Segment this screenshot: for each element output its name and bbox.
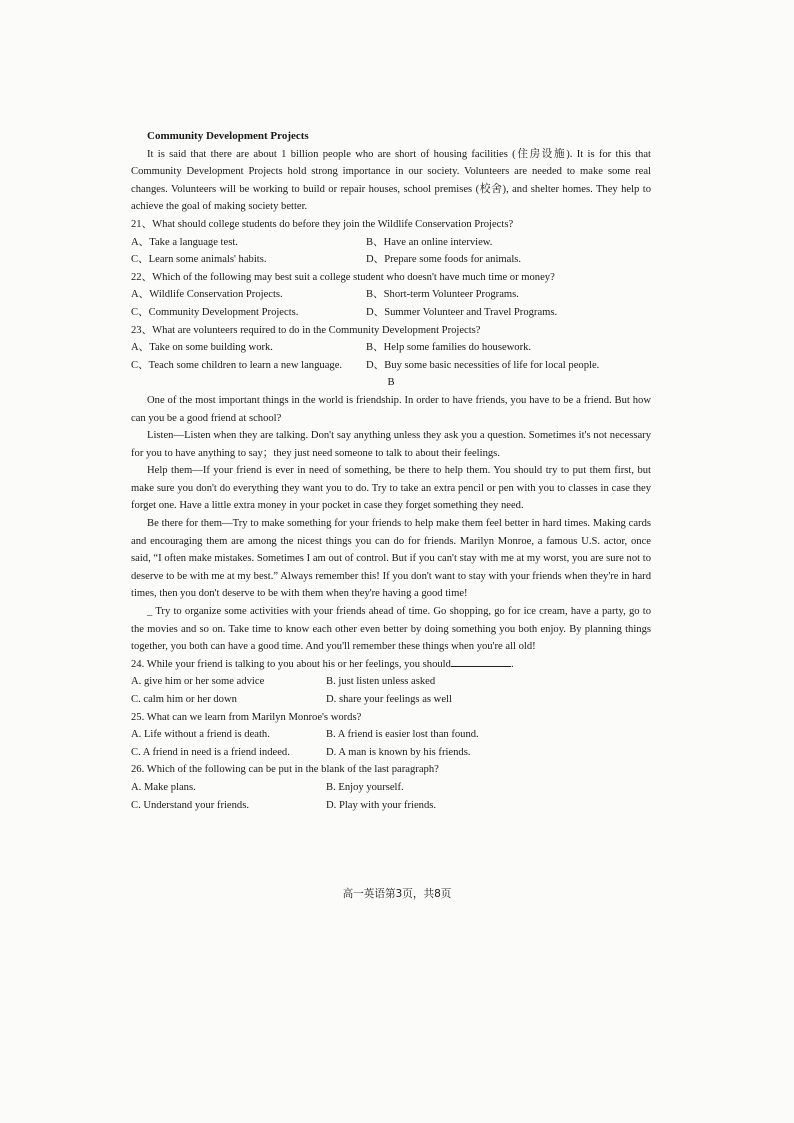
question-25-option-c: C. A friend in need is a friend indeed. (131, 746, 290, 758)
question-23-stem: 23、What are volunteers required to do in the Community Development Projects? (131, 324, 481, 336)
question-26-options-row2 (131, 797, 651, 815)
section-a-paragraph: It is said that there are about 1 billion people who are short of housing facilities (住房设施). It is for this that Community Development Projects hold strong importance in our society. Volunteers are needed to make some real changes. Volunteers will be working to build or repair houses, school premises (校舍), and shelter homes. They help to achieve the goal of making society better. (131, 148, 651, 213)
question-25-option-a: A. Life without a friend is death. (131, 729, 270, 741)
question-25-option-d: D. A man is known by his friends. (326, 746, 471, 758)
question-25-option-b: B. A friend is easier lost than found. (326, 729, 479, 741)
question-21-option-d: D、Prepare some foods for animals. (366, 254, 522, 266)
question-26-option-c: C. Understand your friends. (131, 799, 249, 811)
question-24-stem (131, 656, 651, 674)
question-26-option-d: D. Play with your friends. (326, 799, 437, 811)
section-b-paragraph-blank: _ Try to organize some activities with your friends ahead of time. Go shopping, go for ice cream, have a party, go to the movies and so on. Take time to know each other even better by doing something you both enjoy. By planning things together, you both can have a good time. And you'll remember these things when you're all old! (131, 606, 651, 653)
question-22-option-c: C、Community Development Projects. (131, 306, 299, 318)
question-21-options-row2 (131, 251, 651, 269)
question-24-stem-text: 24. While your friend is talking to you about his or her feelings, you should (131, 658, 451, 670)
question-22-option-d: D、Summer Volunteer and Travel Programs. (366, 306, 558, 318)
question-22-options-row2 (131, 304, 651, 322)
answer-blank (451, 656, 511, 667)
question-26-option-a: A. Make plans. (131, 781, 196, 793)
question-22-stem: 22、Which of the following may best suit a college student who doesn't have much time or money? (131, 271, 555, 283)
question-24-option-a: A. give him or her some advice (131, 676, 265, 688)
question-23-option-c: C、Teach some children to learn a new language. (131, 359, 343, 371)
section-b-paragraph-listen: Listen—Listen when they are talking. Don't say anything unless they ask you a question. Sometimes it's not necessary for you to have anything to say；they just need someone to talk to about their feelings. (131, 430, 651, 459)
question-25-stem: 25. What can we learn from Marilyn Monroe's words? (131, 711, 362, 723)
question-21-options-row1 (131, 234, 651, 252)
section-b-paragraph-help: Help them—If your friend is ever in need of something, be there to help them. You should try to put them first, but make sure you don't do everything they want you to do. Try to take an extra pencil or pen with you to classes in case they forget one. Have a little extra money in your pocket in case they forget something they need. (131, 465, 651, 512)
question-23-options-row1 (131, 339, 651, 357)
section-a-title: Community Development Projects (147, 130, 309, 142)
section-b-letter: B (387, 377, 395, 389)
question-21-option-c: C、Learn some animals' habits. (131, 254, 267, 266)
question-21-option-a: A、Take a language test. (131, 236, 238, 248)
section-b-paragraph-be-there: Be there for them—Try to make something for your friends to help make them feel better in hard times. Making cards and encouraging them are among the nicest things you can do for friends. Marilyn Monroe, a famous U.S. actor, once said, “I often make mistakes. Sometimes I am out of control. But if you can't stay with me at my worst, you are sure not to deserve to be with me at my best.” Always remember this! If you don't want to stay with your friends when they're in hard times, then you don't deserve to be with them when they're having a good time! (131, 518, 651, 600)
question-24-option-c: C. calm him or her down (131, 694, 237, 705)
question-24-options-row2 (131, 691, 651, 709)
question-21-option-b: B、Have an online interview. (366, 236, 493, 248)
page-footer: 高一英语第3页，共8页 (342, 888, 452, 900)
page-content (131, 128, 651, 814)
question-23-option-b: B、Help some families do housework. (366, 342, 532, 354)
question-24-option-d: D. share your feelings as well (326, 694, 452, 705)
question-22-option-b: B、Short-term Volunteer Programs. (366, 289, 519, 301)
question-25-options-row2 (131, 744, 651, 762)
question-23-options-row2 (131, 357, 651, 375)
question-26-stem: 26. Which of the following can be put in the blank of the last paragraph? (131, 764, 439, 776)
question-23-option-d: D、Buy some basic necessities of life for local people. (366, 359, 600, 371)
question-22-options-row1 (131, 286, 651, 304)
question-26-option-b: B. Enjoy yourself. (326, 781, 404, 793)
question-24-option-b: B. just listen unless asked (326, 676, 436, 688)
question-22-option-a: A、Wildlife Conservation Projects. (131, 289, 283, 301)
question-21-stem: 21、What should college students do before they join the Wildlife Conservation Projects? (131, 218, 514, 230)
question-25-options-row1 (131, 726, 651, 744)
question-24-options-row1 (131, 673, 651, 691)
question-23-option-a: A、Take on some building work. (131, 342, 273, 354)
question-26-options-row1 (131, 779, 651, 797)
section-b-paragraph-1: One of the most important things in the world is friendship. In order to have friends, you have to be a friend. But how can you be a good friend at school? (131, 394, 651, 424)
question-24-stem-end: . (510, 658, 514, 670)
